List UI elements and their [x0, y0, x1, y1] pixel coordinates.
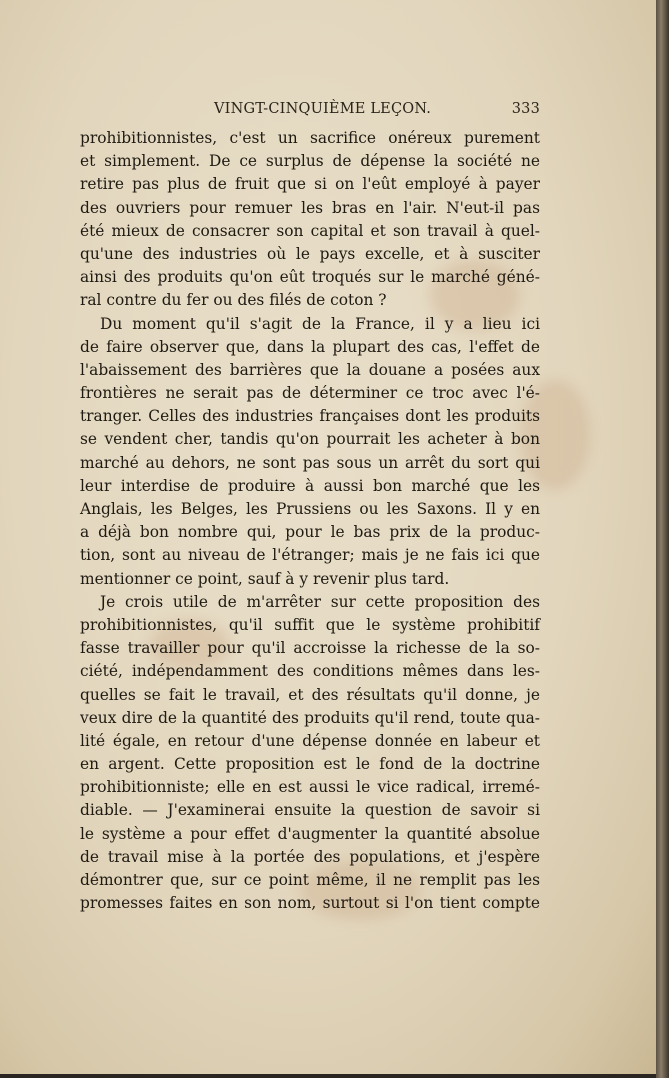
text-line: quelles se fait le travail, et des résultats qu'il donne, je: [80, 685, 540, 704]
text-line: leur interdise de produire à aussi bon marché que les: [80, 476, 540, 495]
running-head: [80, 101, 540, 123]
text-line: prohibitionnistes, c'est un sacrifice onéreux purement: [80, 129, 540, 147]
text-line: Je crois utile de m'arrêter sur cette proposition des: [100, 592, 540, 611]
paragraph: [80, 127, 540, 313]
page-number: 333: [511, 101, 540, 117]
body-text: [80, 127, 540, 915]
text-line: Du moment qu'il s'agit de la France, il y a lieu ici: [100, 314, 540, 333]
page-edge: [656, 0, 669, 1078]
text-line: de travail mise à la portée des populations, et j'espère: [80, 847, 540, 866]
text-line: de faire observer que, dans la plupart des cas, l'effet de: [80, 337, 540, 356]
text-line: ainsi des produits qu'on eût troqués sur le marché géné-: [80, 268, 540, 287]
text-line: des ouvriers pour remuer les bras en l'air. N'eut-il pas: [80, 198, 540, 217]
text-line: diable. — J'examinerai ensuite la question de savoir si: [80, 801, 540, 820]
text-line: a déjà bon nombre qui, pour le bas prix de la produc-: [80, 523, 540, 542]
paragraph: [80, 313, 540, 591]
text-line: promesses faites en son nom, surtout si l'on tient compte: [80, 894, 540, 913]
text-line: le système a pour effet d'augmenter la quantité absolue: [80, 824, 540, 843]
text-line: qu'une des industries où le pays excelle, et à susciter: [80, 244, 540, 263]
text-line: et simplement. De ce surplus de dépense la société ne: [80, 152, 540, 171]
text-line: l'abaissement des barrières que la douane a posées aux: [80, 360, 540, 379]
text-line: Anglais, les Belges, les Prussiens ou les Saxons. Il y en: [80, 500, 540, 518]
text-line: se vendent cher, tandis qu'on pourrait les acheter à bon: [80, 430, 540, 449]
text-line: en argent. Cette proposition est le fond de la doctrine: [80, 755, 540, 774]
paragraph: [80, 591, 540, 916]
text-line: marché au dehors, ne sont pas sous un arrêt du sort qui: [80, 453, 540, 472]
running-title: VINGT-CINQUIÈME LEÇON.: [214, 101, 432, 117]
text-line: ciété, indépendamment des conditions mêmes dans les-: [80, 662, 540, 681]
text-line: prohibitionnistes, qu'il suffit que le système prohibitif: [80, 615, 540, 634]
text-line: fasse travailler pour qu'il accroisse la richesse de la so-: [80, 639, 540, 658]
text-line: démontrer que, sur ce point même, il ne remplit pas les: [80, 871, 540, 889]
text-line: ral contre du fer ou des filés de coton ?: [80, 291, 387, 310]
text-line: été mieux de consacrer son capital et son travail à quel-: [80, 221, 540, 240]
text-line: prohibitionniste; elle en est aussi le vice radical, irremé-: [80, 778, 540, 797]
text-line: veux dire de la quantité des produits qu'il rend, toute qua-: [80, 708, 540, 727]
text-line: tranger. Celles des industries françaises dont les produits: [80, 407, 540, 426]
text-line: mentionner ce point, sauf à y revenir plus tard.: [80, 569, 450, 588]
text-line: lité égale, en retour d'une dépense donnée en labeur et: [80, 731, 540, 750]
text-line: tion, sont au niveau de l'étranger; mais je ne fais ici que: [80, 546, 540, 565]
text-line: frontières ne serait pas de déterminer ce troc avec l'é-: [80, 384, 540, 403]
text-line: retire pas plus de fruit que si on l'eût employé à payer: [80, 175, 540, 194]
